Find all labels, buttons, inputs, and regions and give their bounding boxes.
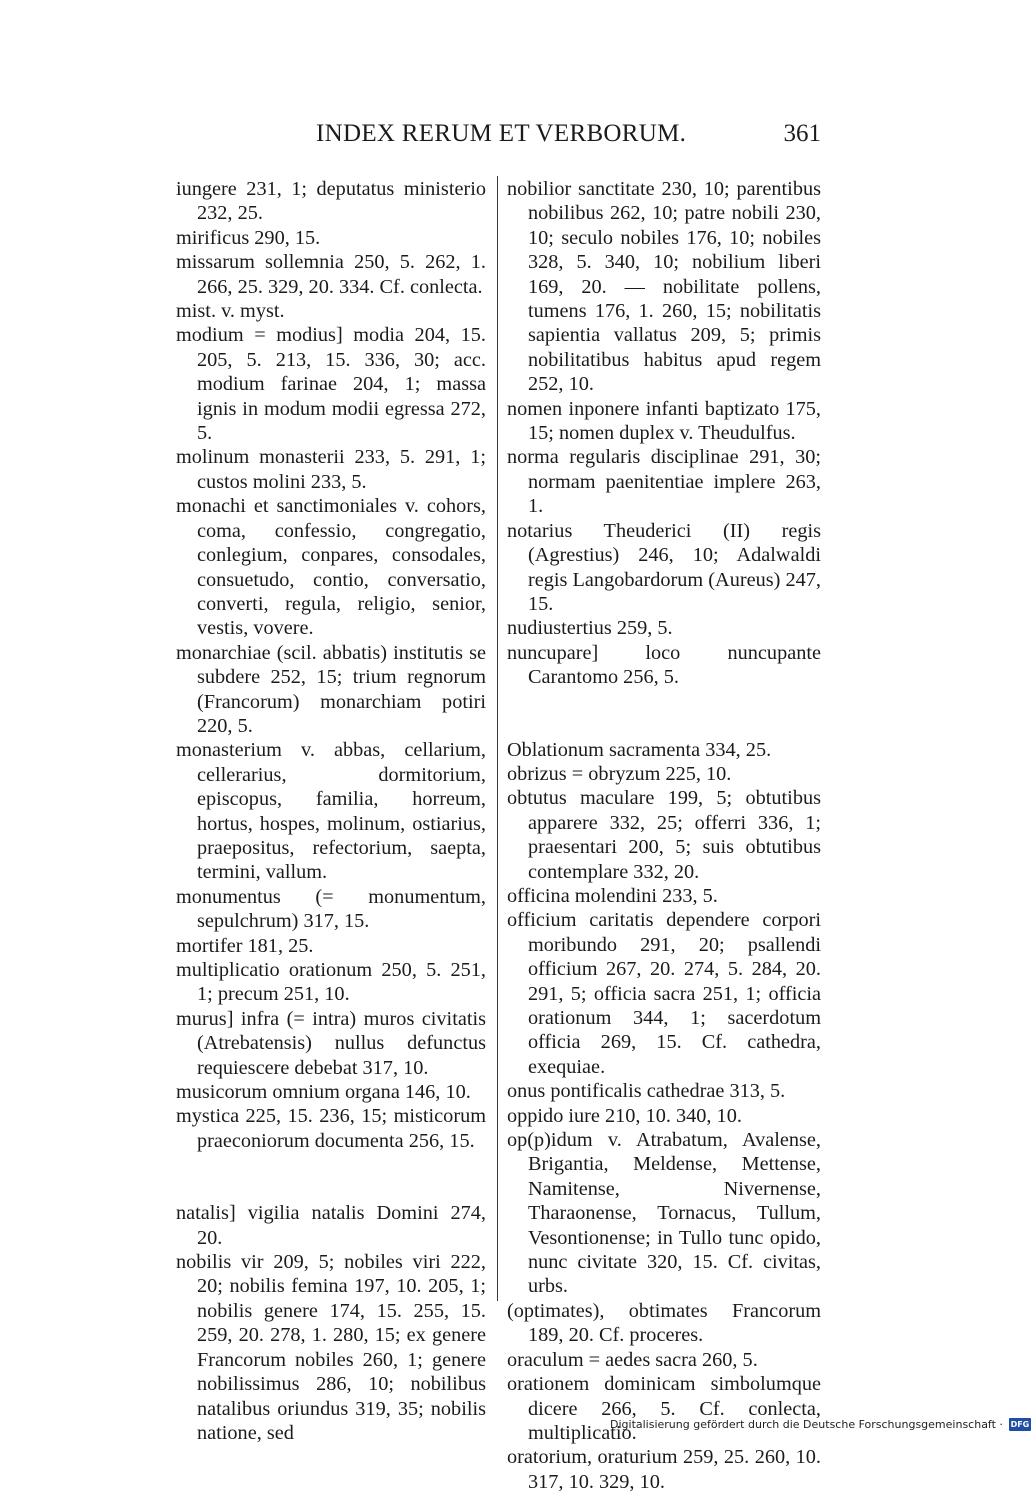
index-entry: monasterium v. abbas, cellarium, cellerarius, dormitorium, episcopus, familia, horreum, hortus, hospes, molinum, ostiarius, praepositus, refectorium, saepta, termini, vallum. (176, 739, 486, 884)
digitization-footer (610, 1415, 1031, 1433)
column-divider (497, 176, 498, 1301)
index-entry: iungere 231, 1; deputatus ministerio 232, 25. (176, 178, 486, 225)
index-entry: modium = modius] modia 204, 15. 205, 5. 213, 15. 336, 30; acc. modium farinae 204, 1; massa ignis in modum modii egressa 272, 5. (176, 324, 486, 445)
index-entry: oraculum = aedes sacra 260, 5. (507, 1348, 758, 1371)
index-entry: nudiustertius 259, 5. (507, 617, 673, 640)
index-entry: oppido iure 210, 10. 340, 10. (507, 1104, 742, 1127)
index-entry: monumentus (= monumentum, sepulchrum) 317, 15. (176, 885, 486, 933)
index-entry: mystica 225, 15. 236, 15; misticorum praeconiorum documenta 256, 15. (176, 1105, 486, 1152)
index-entry: murus] infra (= intra) muros civitatis (Atrebatensis) nullus defunctus requiescere debebat 317, 10. (176, 1007, 486, 1079)
section-gap (507, 690, 821, 738)
index-entry: obtutus maculare 199, 5; obtutibus apparere 332, 25; offerri 336, 1; praesentari 200, 5; suis obtutibus contemplare 332, 20. (507, 787, 821, 883)
index-entry: norma regularis disciplinae 291, 30; normam paenitentiae implere 263, 1. (507, 446, 821, 518)
index-entry: nobilis vir 209, 5; nobiles viri 222, 20; nobilis femina 197, 10. 205, 1; nobilis genere 174, 15. 255, 15. 259, 20. 278, 1. 280, 15; ex genere Francorum nobiles 260, 1; genere nobilissimus 286, 10; nobilibus natalibus oriundus 319, 35; nobilis natione, sed (176, 1251, 486, 1444)
footer-text: Digitalisierung gefördert durch die Deutsche Forschungsgemeinschaft · (610, 1417, 1003, 1431)
left-column (176, 177, 486, 1445)
dfg-logo-icon: DFG (1010, 1419, 1030, 1429)
index-entry: musicorum omnium organa 146, 10. (176, 1081, 471, 1104)
index-entry: onus pontificalis cathedrae 313, 5. (507, 1080, 786, 1103)
index-entry: nobilior sanctitate 230, 10; parentibus nobilibus 262, 10; patre nobili 230, 10; seculo nobiles 176, 10; nobiles 328, 5. 340, 10; nobilium liberi 169, 20. — nobilitate pollens, tumens 176, 1. 260, 15; nobilitatis sapientia vallatus 209, 5; primis nobilitatibus habitus apud regem 252, 10. (507, 178, 821, 396)
index-entry: notarius Theuderici (II) regis (Agrestius) 246, 10; Adalwaldi regis Langobardorum (Aureus) 247, 15. (507, 519, 821, 615)
running-title: INDEX RERUM ET VERBORUM. (316, 120, 687, 147)
page-number: 361 (783, 120, 821, 147)
index-entry: mist. v. myst. (176, 300, 285, 323)
index-entry: (optimates), obtimates Francorum 189, 20. Cf. proceres. (507, 1299, 821, 1347)
index-entry: officium caritatis dependere corpori moribundo 291, 20; psallendi officium 267, 20. 274, 5. 284, 20. 291, 5; officia sacra 251, 1; officia orationum 344, 1; sacerdotum officia 269, 15. Cf. cathedra, exequiae. (507, 909, 821, 1078)
index-entry: officina molendini 233, 5. (507, 884, 718, 907)
index-entry: Oblationum sacramenta 334, 25. (507, 738, 772, 761)
index-entry: orationem dominicam simbolumque dicere 266, 5. Cf. conlecta, multiplicatio. (507, 1373, 821, 1444)
section-gap (176, 1153, 486, 1201)
index-entry: natalis] vigilia natalis Domini 274, 20. (176, 1202, 486, 1249)
index-entry: op(p)idum v. Atrabatum, Avalense, Brigantia, Meldense, Mettense, Namitense, Nivernense, Tharaonense, Tornacus, Tullum, Vesontionense; in Tullo tunc opido, nunc civitate 320, 15. Cf. civitas, urbs. (507, 1129, 821, 1298)
running-head (176, 120, 821, 156)
right-column (507, 177, 821, 1494)
index-entry: molinum monasterii 233, 5. 291, 1; custos molini 233, 5. (176, 446, 486, 493)
index-entry: obrizus = obryzum 225, 10. (507, 762, 732, 785)
index-entry: nuncupare] loco nuncupante Carantomo 256, 5. (507, 641, 821, 689)
index-entry: mortifer 181, 25. (176, 934, 314, 957)
index-entry: mirificus 290, 15. (176, 226, 321, 249)
index-entry: missarum sollemnia 250, 5. 262, 1. 266, 25. 329, 20. 334. Cf. conlecta. (176, 251, 486, 298)
index-entry: multiplicatio orationum 250, 5. 251, 1; precum 251, 10. (176, 959, 486, 1006)
index-entry: nomen inponere infanti baptizato 175, 15; nomen duplex v. Theudulfus. (507, 397, 821, 445)
index-entry: oratorium, oraturium 259, 25. 260, 10. 317, 10. 329, 10. (507, 1446, 821, 1493)
index-entry: monachi et sanctimoniales v. cohors, coma, confessio, congregatio, conlegium, conpares, consodales, consuetudo, contio, conversatio, converti, regula, religio, senior, vestis, vovere. (176, 495, 486, 640)
index-entry: monarchiae (scil. abbatis) institutis se subdere 252, 15; trium regnorum (Francorum) monarchiam potiri 220, 5. (176, 641, 486, 737)
